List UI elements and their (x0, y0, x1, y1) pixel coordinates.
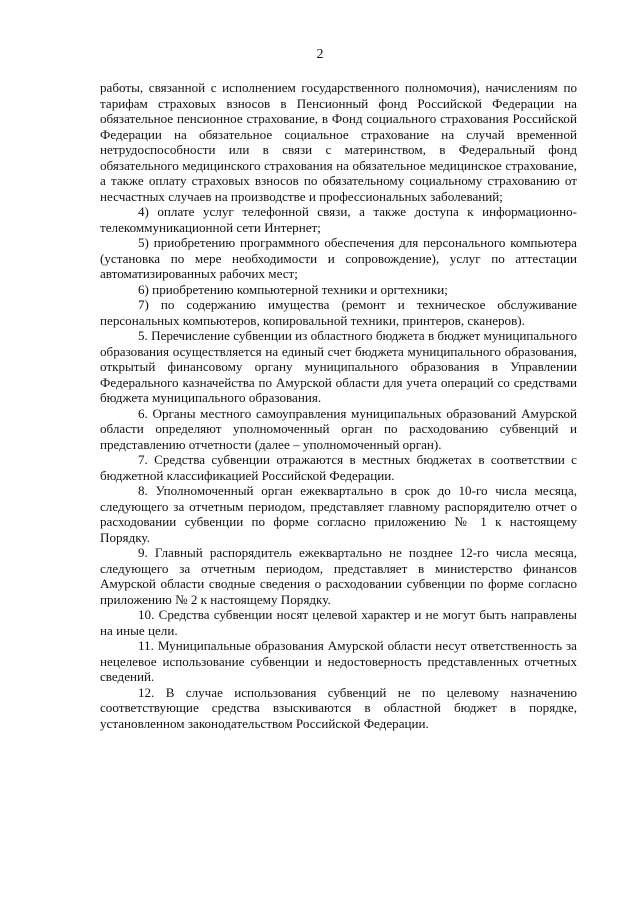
paragraph-clause-10: 10. Средства субвенции носят целевой характер и не могут быть направлены на иные цели. (100, 607, 577, 638)
paragraph-item-5: 5) приобретению программного обеспечения для персонального компьютера (установка по мере необходимости и сопровождение), услуг по аттестации автоматизированных рабочих мест; (100, 235, 577, 281)
paragraph-item-7: 7) по содержанию имущества (ремонт и техническое обслуживание персональных компьютеров, копировальной техники, принтеров, сканеров). (100, 297, 577, 328)
document-body (100, 80, 577, 731)
paragraph-clause-12: 12. В случае использования субвенций не по целевому назначению соответствующие средства взыскиваются в областной бюджет в порядке, установленном законодательством Российской Федерации. (100, 684, 577, 731)
paragraph-clause-8: 8. Уполномоченный орган ежеквартально в срок до 10-го числа месяца, следующего за отчетным периодом, представляет главному распорядителю отчет о расходовании субвенции по форме согласно приложению № 1 к настоящему Порядку. (100, 483, 577, 545)
paragraph-clause-11: 11. Муниципальные образования Амурской области несут ответственность за нецелевое использование субвенции и недостоверность представленных отчетных сведений. (100, 638, 577, 684)
paragraph-clause-5: 5. Перечисление субвенции из областного бюджета в бюджет муниципального образования осуществляется на единый счет бюджета муниципального образования, открытый финансовому органу муниципального образования в Управлении Федерального казначейства по Амурской области для учета операций со средствами бюджета муниципального образования. (100, 328, 577, 405)
paragraph-clause-9: 9. Главный распорядитель ежеквартально не позднее 12-го числа месяца, следующего за отчетным периодом, представляет в министерство финансов Амурской области сводные сведения о расходовании субвенции по форме согласно приложению № 2 к настоящему Порядку. (100, 545, 577, 607)
paragraph-clause-6: 6. Органы местного самоуправления муниципальных образований Амурской области определяют уполномоченный орган по расходованию субвенций и представлению отчетности (далее – уполномоченный орган). (100, 405, 577, 452)
paragraph-item-4: 4) оплате услуг телефонной связи, а также доступа к информационно-телекоммуникационной сети Интернет; (100, 204, 577, 235)
page-number: 2 (316, 47, 324, 62)
paragraph-clause-7: 7. Средства субвенции отражаются в местных бюджетах в соответствии с бюджетной классификацией Российской Федерации. (100, 452, 577, 483)
paragraph-item-6: 6) приобретению компьютерной техники и оргтехники; (138, 281, 448, 297)
paragraph-continuation: работы, связанной с исполнением государственного полномочия), начислениям по тарифам страховых взносов в Пенсионный фонд Российской Федерации на обязательное пенсионное страхование, в Фонд социального страхования Российской Федерации на обязательное социальное страхование на случай временной нетрудоспособности или в связи с материнством, в Федеральный фонд обязательного медицинского страхования на обязательное медицинское страхование, а также оплату страховых взносов по обязательному социальному страхованию от несчастных случаев на производстве и профессиональных заболеваний; (100, 80, 577, 204)
